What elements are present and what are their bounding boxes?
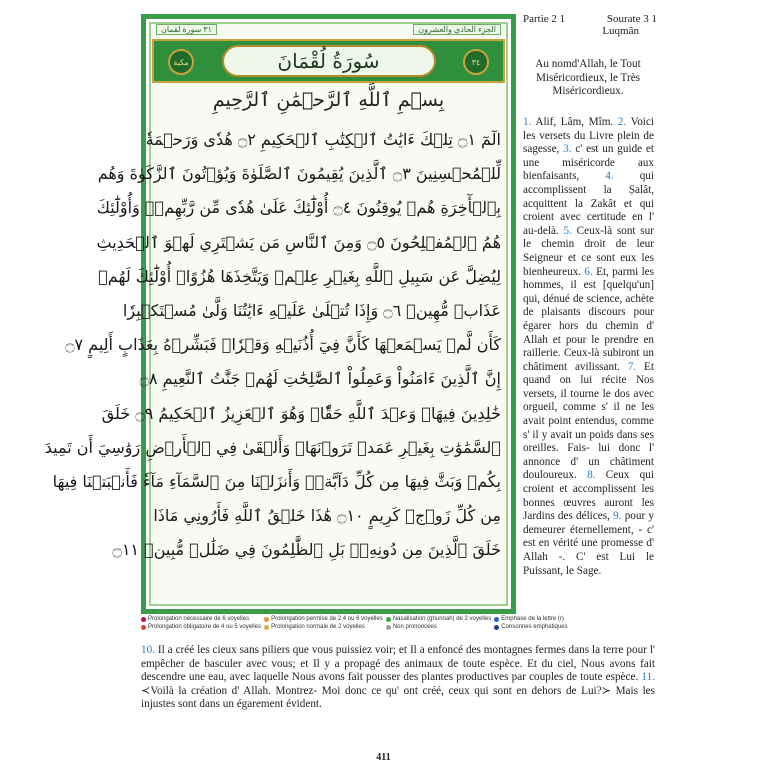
partie-label: Partie 2 1 bbox=[523, 13, 566, 25]
verse-number: 7. bbox=[627, 360, 637, 373]
surah-name-latin: Luqmân bbox=[602, 25, 639, 37]
verse-number: 5. bbox=[563, 224, 572, 237]
legend-item bbox=[264, 616, 383, 622]
verse-number: 10. bbox=[141, 644, 155, 656]
frame-top-right: الجزء الحادي والعشرون bbox=[413, 24, 501, 35]
basmala: بِسۡمِ ٱللَّهِ ٱلرَّحۡمَٰنِ ٱلرَّحِيمِ bbox=[212, 89, 445, 111]
page-number: 411 bbox=[376, 752, 391, 763]
legend-item bbox=[494, 624, 567, 630]
invocation: Au nomd'Allah, le Tout Miséricordieux, le Très Miséricordieux. bbox=[535, 58, 641, 97]
legend-color-dot-icon bbox=[141, 617, 146, 622]
translation-column bbox=[523, 116, 654, 578]
verse-text: c' est un guide et une miséricorde aux bienfaisants, bbox=[523, 143, 654, 183]
mushaf-frame bbox=[44, 14, 516, 614]
arabic-line: الٓمٓ ۝١ تِلۡكَ ءَايَٰتُ ٱلۡكِتَٰبِ ٱلۡحَكِيمِ ۝٢ هُدٗى وَرَحۡمَةٗ bbox=[145, 130, 501, 149]
tajweed-legend bbox=[141, 616, 568, 630]
verse-number: 9. bbox=[613, 510, 622, 523]
legend-item bbox=[386, 624, 491, 630]
legend-label: Nasalisation (ghunnah) de 2 voyelles bbox=[392, 616, 492, 622]
page-header bbox=[523, 13, 657, 37]
surah-title: سُورَةُ لُقْمَانَ bbox=[222, 45, 436, 77]
verse-text: qui accomplissent la Ṣalât, acquittent la Zakât et qui croient avec certitude en l' au-delà. bbox=[523, 170, 655, 237]
verse-text: Et, parmi les hommes, il est [quelqu'un] qui, dénué de science, achète de plaisants discours pour égarer hors du chemin d' Allah et pour le prendre en raillerie. Ceux-là subiront un châtiment avilissant. bbox=[523, 265, 654, 373]
verse-number: 1. bbox=[523, 116, 532, 128]
arabic-line: إِنَّ ٱلَّذِينَ ءَامَنُواْ وَعَمِلُواْ ٱلصَّٰلِحَٰتِ لَهُمۡ جَنَّٰتُ ٱلنَّعِيمِ ۝٨ bbox=[139, 369, 501, 389]
arabic-line: بِٱلۡأٓخِرَةِ هُمۡ يُوقِنُونَ ۝٤ أُوْلَٰٓئِكَ عَلَىٰ هُدٗى مِّن رَّبِّهِمۡۖ وَأُوْلَٰٓئِكَ bbox=[96, 198, 501, 218]
verse-text: Et quand on lui récite Nos versets, il tourne le dos avec orgueil, comme s' il ne les avait point entendus, comme s' il y avait un poids dans ses oreilles. Fais- lui donc l' annonce d' un châtiment douloureux. bbox=[523, 360, 654, 482]
legend-label: Prolongation obligatoire de 4 ou 5 voyelles bbox=[148, 624, 262, 630]
arabic-line: خَٰلِدِينَ فِيهَاۖ وَعۡدَ ٱللَّهِ حَقّٗاۚ وَهُوَ ٱلۡعَزِيزُ ٱلۡحَكِيمُ ۝٩ خَلَقَ bbox=[101, 403, 501, 423]
arabic-line: بِكُمۡ وَبَثَّ فِيهَا مِن كُلِّ دَآبَّةٖۚ وَأَنزَلۡنَا مِنَ ٱلسَّمَآءِ مَآءٗ فَأَنۢبَتۡنَا فِيهَا bbox=[52, 472, 501, 492]
verse-number: 3. bbox=[563, 143, 572, 156]
arabic-text bbox=[44, 123, 501, 568]
arabic-line: لِّلۡمُحۡسِنِينَ ۝٣ ٱلَّذِينَ يُقِيمُونَ ٱلصَّلَوٰةَ وَيُؤۡتُونَ ٱلزَّكَوٰةَ وَهُم bbox=[97, 164, 501, 184]
verse-text: ≺Voilà la création d' Allah. Montrez- Moi donc ce qu' ont créé, ceux qui sont en dehors de Lui?≻ Mais les injustes sont dans un égarement évident. bbox=[141, 684, 655, 711]
legend-label: Prolongation nécessaire de 6 voyelles bbox=[148, 616, 250, 622]
arabic-line: لِيُضِلَّ عَن سَبِيلِ ٱللَّهِ بِغَيۡرِ عِلۡمٖ وَيَتَّخِذَهَا هُزُوًاۚ أُوْلَٰٓئِكَ لَهُمۡ bbox=[98, 266, 501, 286]
legend-color-dot-icon bbox=[264, 625, 269, 630]
verse-number: 6. bbox=[584, 265, 593, 278]
legend-label: Non prononcées bbox=[392, 624, 437, 630]
frame-top-bar bbox=[150, 22, 507, 36]
legend-label: Prolongation normale de 2 voyelles bbox=[271, 624, 365, 630]
legend-item bbox=[141, 624, 261, 630]
verse-number: 8. bbox=[587, 469, 596, 482]
verse-number: 11. bbox=[641, 671, 655, 684]
sourate-label: Sourate 3 1 bbox=[606, 13, 657, 25]
arabic-line: عَذَابٞ مُّهِينٞ ۝٦ وَإِذَا تُتۡلَىٰ عَلَيۡهِ ءَايَٰتُنَا وَلَّىٰ مُسۡتَكۡبِرٗا bbox=[122, 301, 501, 321]
legend-item bbox=[264, 624, 383, 630]
legend-color-dot-icon bbox=[494, 617, 499, 622]
verse-text: Il a créé les cieux sans piliers que vous puissiez voir; et Il a enfoncé des montagnes fermes dans la terre pour l' empêcher de basculer avec vous; et Il y a propagé des animaux de toute espèce. Et du ciel, Nous avons fait descendre une eau, avec laquelle Nous avons fait pousser des plantes productives par couples de toute espèce. bbox=[141, 644, 655, 684]
translation-bottom bbox=[141, 644, 655, 712]
verse-number: 2. bbox=[617, 116, 627, 128]
verse-text: Alif, Lâm, Mîm. bbox=[531, 116, 618, 128]
surah-banner bbox=[152, 39, 505, 83]
legend-color-dot-icon bbox=[264, 617, 269, 622]
arabic-line: كَأَن لَّمۡ يَسۡمَعۡهَا كَأَنَّ فِيٓ أُذُنَيۡهِ وَقۡرٗاۖ فَبَشِّرۡهُ بِعَذَابٍ أَلِيمٍ ۝٧ bbox=[65, 335, 501, 355]
verse-text: Voici les versets du Livre plein de sagesse, bbox=[523, 116, 654, 156]
verse-text: pour y demeurer éternellement, - c' est en vérité une promesse d' Allah -. C' est Lui le Puissant, le Sage. bbox=[523, 510, 654, 577]
legend-item bbox=[386, 616, 491, 622]
legend-color-dot-icon bbox=[386, 617, 391, 622]
banner-ornament-right: ٣٤ bbox=[463, 49, 489, 75]
arabic-line: مِن كُلِّ زَوۡجٖ كَرِيمٍ ۝١٠ هَٰذَا خَلۡقُ ٱللَّهِ فَأَرُونِي مَاذَا bbox=[153, 506, 501, 526]
banner-ornament-left: مكية bbox=[168, 49, 194, 75]
legend-item bbox=[141, 616, 261, 622]
verse-text: Ceux-là sont sur le chemin droit de leur Seigneur et ce sont eux les bienheureux. bbox=[523, 224, 654, 278]
legend-label: Consonnes emphatiques bbox=[501, 624, 568, 630]
legend-label: Emphase de la lettre (r) bbox=[501, 616, 564, 622]
verse-number: 4. bbox=[605, 170, 614, 183]
legend-item bbox=[494, 616, 567, 622]
arabic-line: ٱلسَّمَٰوَٰتِ بِغَيۡرِ عَمَدٖ تَرَوۡنَهَاۖ وَأَلۡقَىٰ فِي ٱلۡأَرۡضِ رَوَٰسِيَ أَن تَمِيدَ bbox=[44, 437, 501, 457]
arabic-line: خَلَقَ ٱلَّذِينَ مِن دُونِهِۦۚ بَلِ ٱلظَّٰلِمُونَ فِي ضَلَٰلٖ مُّبِينٖ ۝١١ bbox=[112, 540, 501, 560]
frame-top-left: ٣١ سورة لقمان bbox=[156, 24, 217, 35]
legend-label: Prolongation permise de 2,4 ou 6 voyelles bbox=[271, 616, 383, 622]
verse-text: Ceux qui croient et accomplissent les bonnes œuvres auront les Jardins des délices, bbox=[523, 469, 654, 523]
legend-color-dot-icon bbox=[494, 625, 499, 630]
legend-color-dot-icon bbox=[386, 625, 391, 630]
legend-color-dot-icon bbox=[141, 625, 146, 630]
arabic-line: هُمُ ٱلۡمُفۡلِحُونَ ۝٥ وَمِنَ ٱلنَّاسِ مَن يَشۡتَرِي لَهۡوَ ٱلۡحَدِيثِ bbox=[96, 232, 501, 252]
